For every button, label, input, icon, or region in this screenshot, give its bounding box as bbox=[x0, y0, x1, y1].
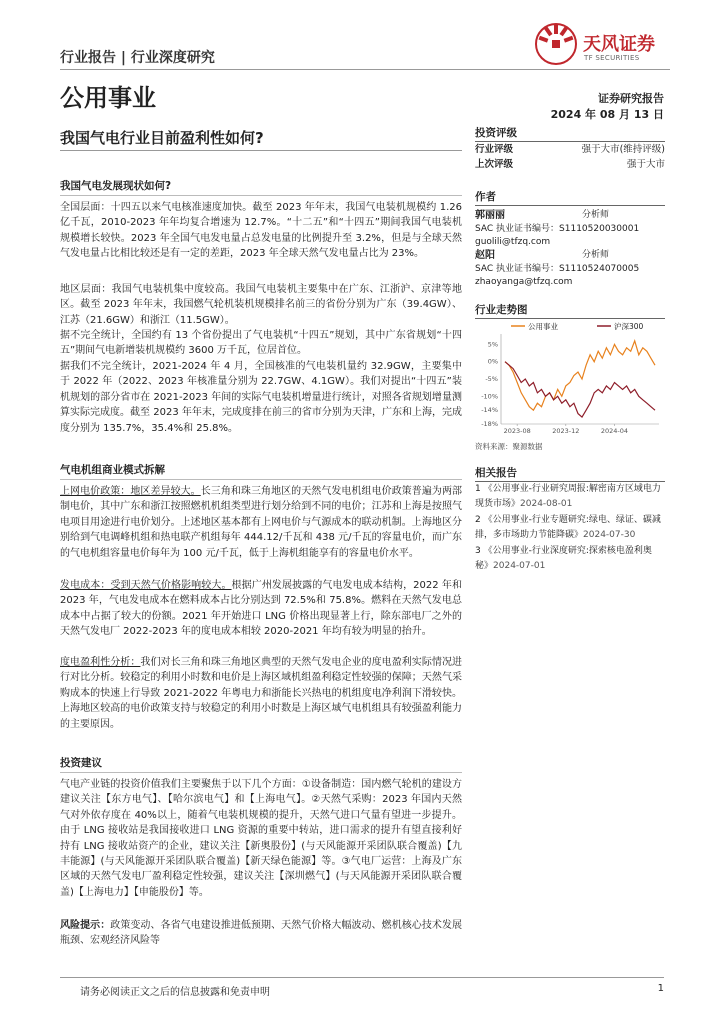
related-title[interactable]: 3 《公用事业-行业深度研究:探索核电盈利奥秘》 bbox=[475, 545, 652, 572]
related-list bbox=[475, 482, 665, 574]
x-tick-label: 2023-12 bbox=[552, 427, 580, 435]
brand-name: 天风证券 bbox=[583, 34, 655, 55]
rating-row-industry bbox=[475, 142, 665, 157]
y-tick-label: -5% bbox=[485, 375, 498, 383]
y-tick-label: -10% bbox=[481, 392, 498, 401]
tariff-lead: 上网电价政策：地区差异较大。 bbox=[60, 486, 201, 497]
related-item[interactable] bbox=[475, 513, 665, 544]
brand-name-en: TF SECURITIES bbox=[584, 54, 640, 62]
analyst-cert: SAC 执业证书编号：S1110520030001 bbox=[475, 224, 640, 234]
x-tick-label: 2023-08 bbox=[503, 427, 531, 435]
series-line bbox=[505, 362, 655, 417]
risk-text: 政策变动、各省气电建设推进低预期、天然气价格大幅波动、燃机核心技术发展瓶颈、宏观经济风险等 bbox=[60, 920, 463, 947]
report-type-label: 行业报告 | 行业深度研究 bbox=[60, 50, 215, 66]
section-divider bbox=[60, 772, 462, 773]
legend-label: 沪深300 bbox=[614, 322, 644, 331]
section-heading-business-model: 气电机组商业模式拆解 bbox=[60, 464, 165, 476]
author-heading: 作者 bbox=[475, 191, 496, 203]
legend-label: 公用事业 bbox=[528, 322, 558, 331]
analyst-cert: SAC 执业证书编号：S1110524070005 bbox=[475, 264, 640, 274]
header-divider bbox=[60, 69, 670, 70]
paragraph-regional: 地区层面：我国气电装机集中度较高。我国气电装机主要集中在广东、江浙沪、京津等地区。截至 2023 年年末，我国燃气轮机装机规模排名前三的省份分别为广东（39.4GW）、江苏（21.6GW）和浙江（11.5GW）。 bbox=[60, 284, 462, 326]
tariff-text: 长三角和珠三角地区的天然气发电机组电价政策普遍为两部制电价，其中广东和浙江按照燃机机组类型进行划分给到不同的电价；江苏和上海是按照气电项目用途进行电价划分。上述地区基本都有上网电价与气源成本的联动机制。上海地区分别给到气电调峰机组和热电联产机组每年 444.12/千瓦和 438 元/千瓦的容量电价，而广东的气电机组容量电价每年为 100 元/千瓦，低于上海机组能享有的容量电价水平。 bbox=[60, 486, 463, 559]
y-tick-label: -14% bbox=[481, 406, 498, 415]
paragraph-approvals: 据我们不完全统计，2021-2024 年 4 月，全国核准的气电装机量约 32.9GW，主要集中于 2022 年（2022、2023 年核准量分别为 22.7GW、4.1GW）。我们对提出“十四五”装机规划的部分省市在 2021-2023 年间的实际气电装机增量进行统计，对照各省规划增量测算实际完成度。截至 2023 年年末，完成度排在前三的省市分别为天津，广东和上海，完成度分别为 135.7%，35.4%和 25.8%。 bbox=[60, 361, 462, 434]
paragraph-risk bbox=[60, 918, 462, 949]
report-date: 2024 年 08 月 13 日 bbox=[550, 108, 664, 121]
rating-value: 强于大市 bbox=[626, 159, 665, 170]
analyst-name-row bbox=[475, 248, 665, 263]
section-divider bbox=[60, 479, 462, 480]
related-title[interactable]: 1 《公用事业-行业研究周报:解密南方区域电力现货市场》 bbox=[475, 484, 661, 510]
analyst-2 bbox=[475, 248, 665, 288]
profit-text: 我们对长三角和珠三角地区典型的天然气发电企业的度电盈利实际情况进行对比分析。较稳定的利用小时数和电价是上海区域机组盈利稳定性较强的保障；天然气采购成本的快速上行导致 2021-2022 年粤电力和浙能长兴热电的机组度电净利润下滑较快。上海地区较高的电价政策支持与较稳定的利用小时数是上海区域气电机组具有较强盈利能力的主要原因。 bbox=[60, 657, 463, 730]
sidebar-divider bbox=[475, 318, 665, 319]
y-tick-label: -18% bbox=[481, 420, 498, 428]
analyst-1 bbox=[475, 208, 665, 248]
section-divider bbox=[60, 195, 462, 196]
y-tick-label: 5% bbox=[487, 340, 498, 349]
rating-row-previous bbox=[475, 157, 665, 172]
rating-value: 强于大市(维持评级) bbox=[581, 144, 665, 155]
series-line bbox=[505, 341, 655, 410]
paragraph-profitability bbox=[60, 655, 462, 732]
analyst-role: 分析师 bbox=[581, 250, 609, 260]
related-title[interactable]: 2 《公用事业-行业专题研究:绿电、绿证、碳减排，多市场助力节能降碳》 bbox=[475, 514, 661, 541]
profit-lead: 度电盈利性分析： bbox=[60, 657, 141, 668]
footer-divider bbox=[60, 977, 664, 978]
analyst-role: 分析师 bbox=[581, 210, 609, 220]
paragraph-generation-cost bbox=[60, 578, 462, 640]
x-tick-label: 2024-04 bbox=[600, 427, 629, 435]
analyst-name: 郭丽丽 bbox=[475, 210, 505, 221]
analyst-name: 赵阳 bbox=[475, 250, 495, 261]
related-date: 2024-07-01 bbox=[493, 561, 546, 572]
section-heading-investment: 投资建议 bbox=[60, 757, 102, 769]
related-item[interactable] bbox=[475, 544, 665, 575]
rating-heading: 投资评级 bbox=[475, 127, 517, 139]
trend-chart bbox=[475, 320, 665, 436]
related-item[interactable] bbox=[475, 482, 665, 513]
paragraph-national: 全国层面：十四五以来气电核准速度加快。截至 2023 年年末，我国气电装机规模约 1.26 亿千瓦，2010-2023 年年均复合增速为 12.7%。“十二五”和“十四五”期间我国气电装机规模增长较快。2023 年全国气电发电量占总发电量的比例提升至 3.2%，但是与全球天然气发电量占比相比较还是有一定的差距，2023 年全球天然气发电量占比为 23%。 bbox=[60, 202, 462, 260]
sidebar-divider bbox=[475, 205, 665, 206]
analyst-email[interactable]: guolili@tfzq.com bbox=[475, 236, 551, 247]
analyst-name-row bbox=[475, 208, 665, 223]
risk-lead: 风险提示： bbox=[60, 920, 111, 931]
sector-title: 公用事业 bbox=[60, 84, 156, 112]
report-kind: 证券研究报告 bbox=[598, 92, 664, 105]
chart-source: 资料来源：聚源数据 bbox=[475, 442, 543, 451]
related-date: 2024-08-01 bbox=[520, 499, 573, 510]
paragraph-provinces: 据不完全统计，全国约有 13 个省份提出了气电装机“十四五”规划，其中广东省规划“十四五”期间气电新增装机规模约 3600 万千瓦，位居首位。 bbox=[60, 330, 462, 357]
rating-table bbox=[475, 142, 665, 172]
tf-logo-icon bbox=[532, 18, 580, 66]
rating-label: 行业评级 bbox=[475, 144, 514, 155]
related-date: 2024-07-30 bbox=[583, 530, 636, 541]
paragraph-tariff-policy bbox=[60, 484, 462, 561]
related-heading: 相关报告 bbox=[475, 467, 517, 479]
paragraph-investment: 气电产业链的投资价值我们主要聚焦于以下几个方面：①设备制造：国内燃气轮机的建设方建议关注【东方电气】、【哈尔滨电气】和【上海电气】。②天然气采购：2023 年国内天然气对外依存度在 40%以上，随着气电装机规模的提升，天然气进口气量有望进一步提升。由于 LNG 接收站是我国接收进口 LNG 资源的重要中转站，进口需求的提升有望直接利好持有 LNG 接收站资产的企业，建议关注【新奥股份】(与天风能源开采团队联合覆盖)【九丰能源】(与天风能源开采团队联合覆盖)【新天绿色能源】等。③气电厂运营：上海及广东区域的天然气发电厂盈利稳定性较强，建议关注【深圳燃气】(与天风能源开采团队联合覆盖)【上海电力】【申能股份】等。 bbox=[60, 779, 462, 898]
report-title: 我国气电行业目前盈利性如何? bbox=[60, 129, 264, 147]
title-divider bbox=[60, 150, 462, 151]
cost-text: 根据广州发展披露的气电发电成本结构，2022 年和 2023 年，气电发电成本在燃料成本占比分别达到 72.5%和 75.8%。燃料在天然气发电总成本中占据了较大的份额。2021 年开始进口 LNG 价格出现显著上行，除东部电厂之外的天然气发电厂 2022-2023 年的度电成本相较 2020-2021 年均有较为明显的抬升。 bbox=[60, 580, 462, 638]
trend-heading: 行业走势图 bbox=[475, 304, 528, 316]
rating-label: 上次评级 bbox=[475, 159, 514, 170]
cost-lead: 发电成本：受到天然气价格影响较大。 bbox=[60, 580, 232, 591]
footer-disclaimer: 请务必阅读正文之后的信息披露和免责申明 bbox=[80, 987, 270, 998]
page-number: 1 bbox=[657, 983, 664, 994]
analyst-email[interactable]: zhaoyanga@tfzq.com bbox=[475, 276, 573, 287]
y-tick-label: 0% bbox=[487, 357, 498, 366]
section-heading-status: 我国气电发展现状如何? bbox=[60, 180, 172, 192]
